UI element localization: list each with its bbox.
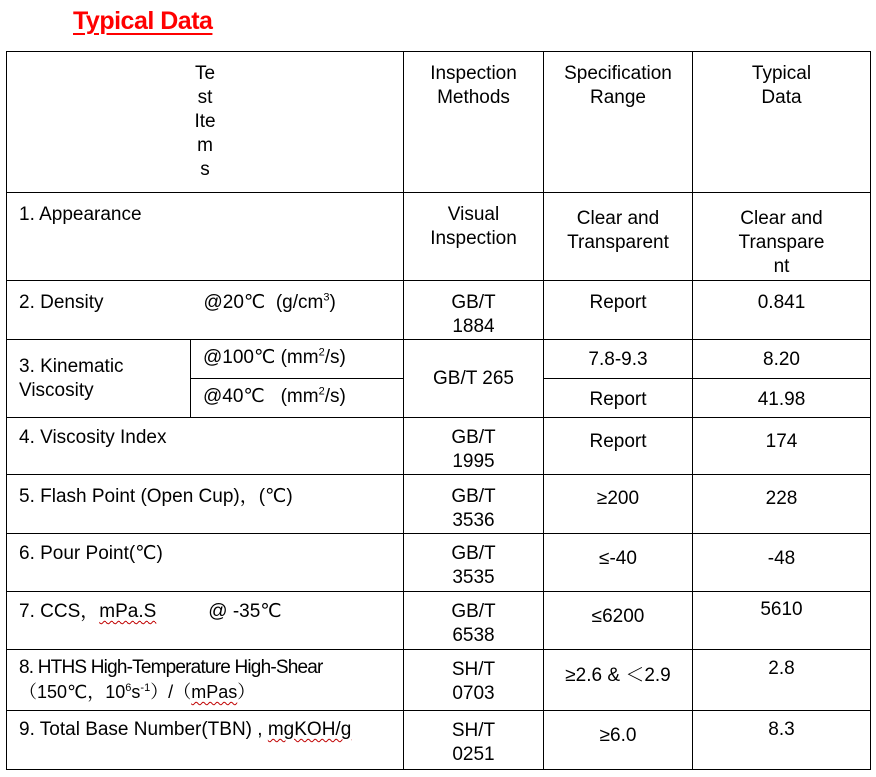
item-label: 2. Density [19, 292, 104, 313]
header-test-items-line: st [197, 87, 213, 108]
method-cell: GB/T 3535 [404, 534, 544, 592]
method-cell: GB/T 265 [404, 340, 544, 418]
item-cell: 1. Appearance [7, 193, 404, 281]
spec-cell: ≥200 [544, 475, 693, 534]
table-row [7, 193, 871, 281]
item-unit: mgKOH/g [267, 719, 352, 740]
method-cell: Visual Inspection [404, 193, 544, 281]
spec-cell: ≥6.0 [544, 711, 693, 770]
table-row [7, 475, 871, 534]
spec-cell: Report [544, 379, 693, 418]
spec-cell: ≥2.6 & ＜2.9 [544, 650, 693, 711]
table-row [7, 281, 871, 340]
header-test-items-line: Te [194, 63, 216, 84]
typical-cell: 8.3 [693, 711, 871, 770]
item-condition: @100℃ $(mm^2/s)$ [191, 340, 404, 379]
header-test-items-line: s [200, 159, 210, 180]
page-title: Typical Data [73, 7, 213, 35]
method-cell: GB/T 3536 [404, 475, 544, 534]
table-row [7, 418, 871, 475]
table-row [7, 534, 871, 592]
item-unit: mPa.S [99, 601, 157, 622]
typical-data-table [6, 51, 871, 770]
typical-cell: 228 [693, 475, 871, 534]
typical-cell: -48 [693, 534, 871, 592]
typical-cell: 2.8 [693, 650, 871, 711]
table-row [7, 650, 871, 711]
header-specification-range: Specification Range [544, 52, 693, 193]
typical-cell: 5610 [693, 592, 871, 650]
spec-cell: Report [544, 281, 693, 340]
method-cell: GB/T 6538 [404, 592, 544, 650]
spec-cell: 7.8-9.3 [544, 340, 693, 379]
item-unit: $(g/cm^3)$ [275, 291, 336, 313]
method-cell: SH/T 0703 [404, 650, 544, 711]
item-cell: 7. CCS，mPa.S @ -35℃ [7, 592, 404, 650]
method-cell: SH/T 0251 [404, 711, 544, 770]
table-row [7, 592, 871, 650]
typical-cell: 8.20 [693, 340, 871, 379]
item-condition: @ -35℃ [208, 601, 282, 622]
table-row [7, 340, 871, 379]
item-cell: 9. Total Base Number(TBN) , mgKOH/g [7, 711, 404, 770]
spec-cell: Report [544, 418, 693, 475]
method-cell: GB/T 1995 [404, 418, 544, 475]
item-condition: @20℃ [203, 292, 266, 313]
typical-cell: 0.841 [693, 281, 871, 340]
header-row [7, 52, 871, 193]
item-cell: 6. Pour Point(℃) [7, 534, 404, 592]
typical-cell: Clear and Transparent [693, 193, 871, 281]
header-test-items [7, 52, 404, 193]
spec-cell: Clear and Transparent [544, 193, 693, 281]
header-inspection-methods: Inspection Methods [404, 52, 544, 193]
spec-cell: ≤6200 [544, 592, 693, 650]
header-test-items-line: Ite [194, 111, 216, 132]
item-condition: @40℃ $(mm^2/s)$ [191, 379, 404, 418]
item-cell: 4. Viscosity Index [7, 418, 404, 475]
method-cell: GB/T 1884 [404, 281, 544, 340]
item-cell [7, 281, 404, 340]
item-cell: 8. HTHS High-Temperature High-Shear （150℃，$10^6s^{-1})/(mPas)$ [7, 650, 404, 711]
item-cell: 3. Kinematic Viscosity [7, 340, 191, 418]
header-test-items-line: m [197, 135, 213, 156]
spec-cell: ≤-40 [544, 534, 693, 592]
typical-cell: 41.98 [693, 379, 871, 418]
typical-cell: 174 [693, 418, 871, 475]
header-typical-data: Typical Data [693, 52, 871, 193]
table-row [7, 711, 871, 770]
item-cell: 5. Flash Point (Open Cup)，(℃) [7, 475, 404, 534]
